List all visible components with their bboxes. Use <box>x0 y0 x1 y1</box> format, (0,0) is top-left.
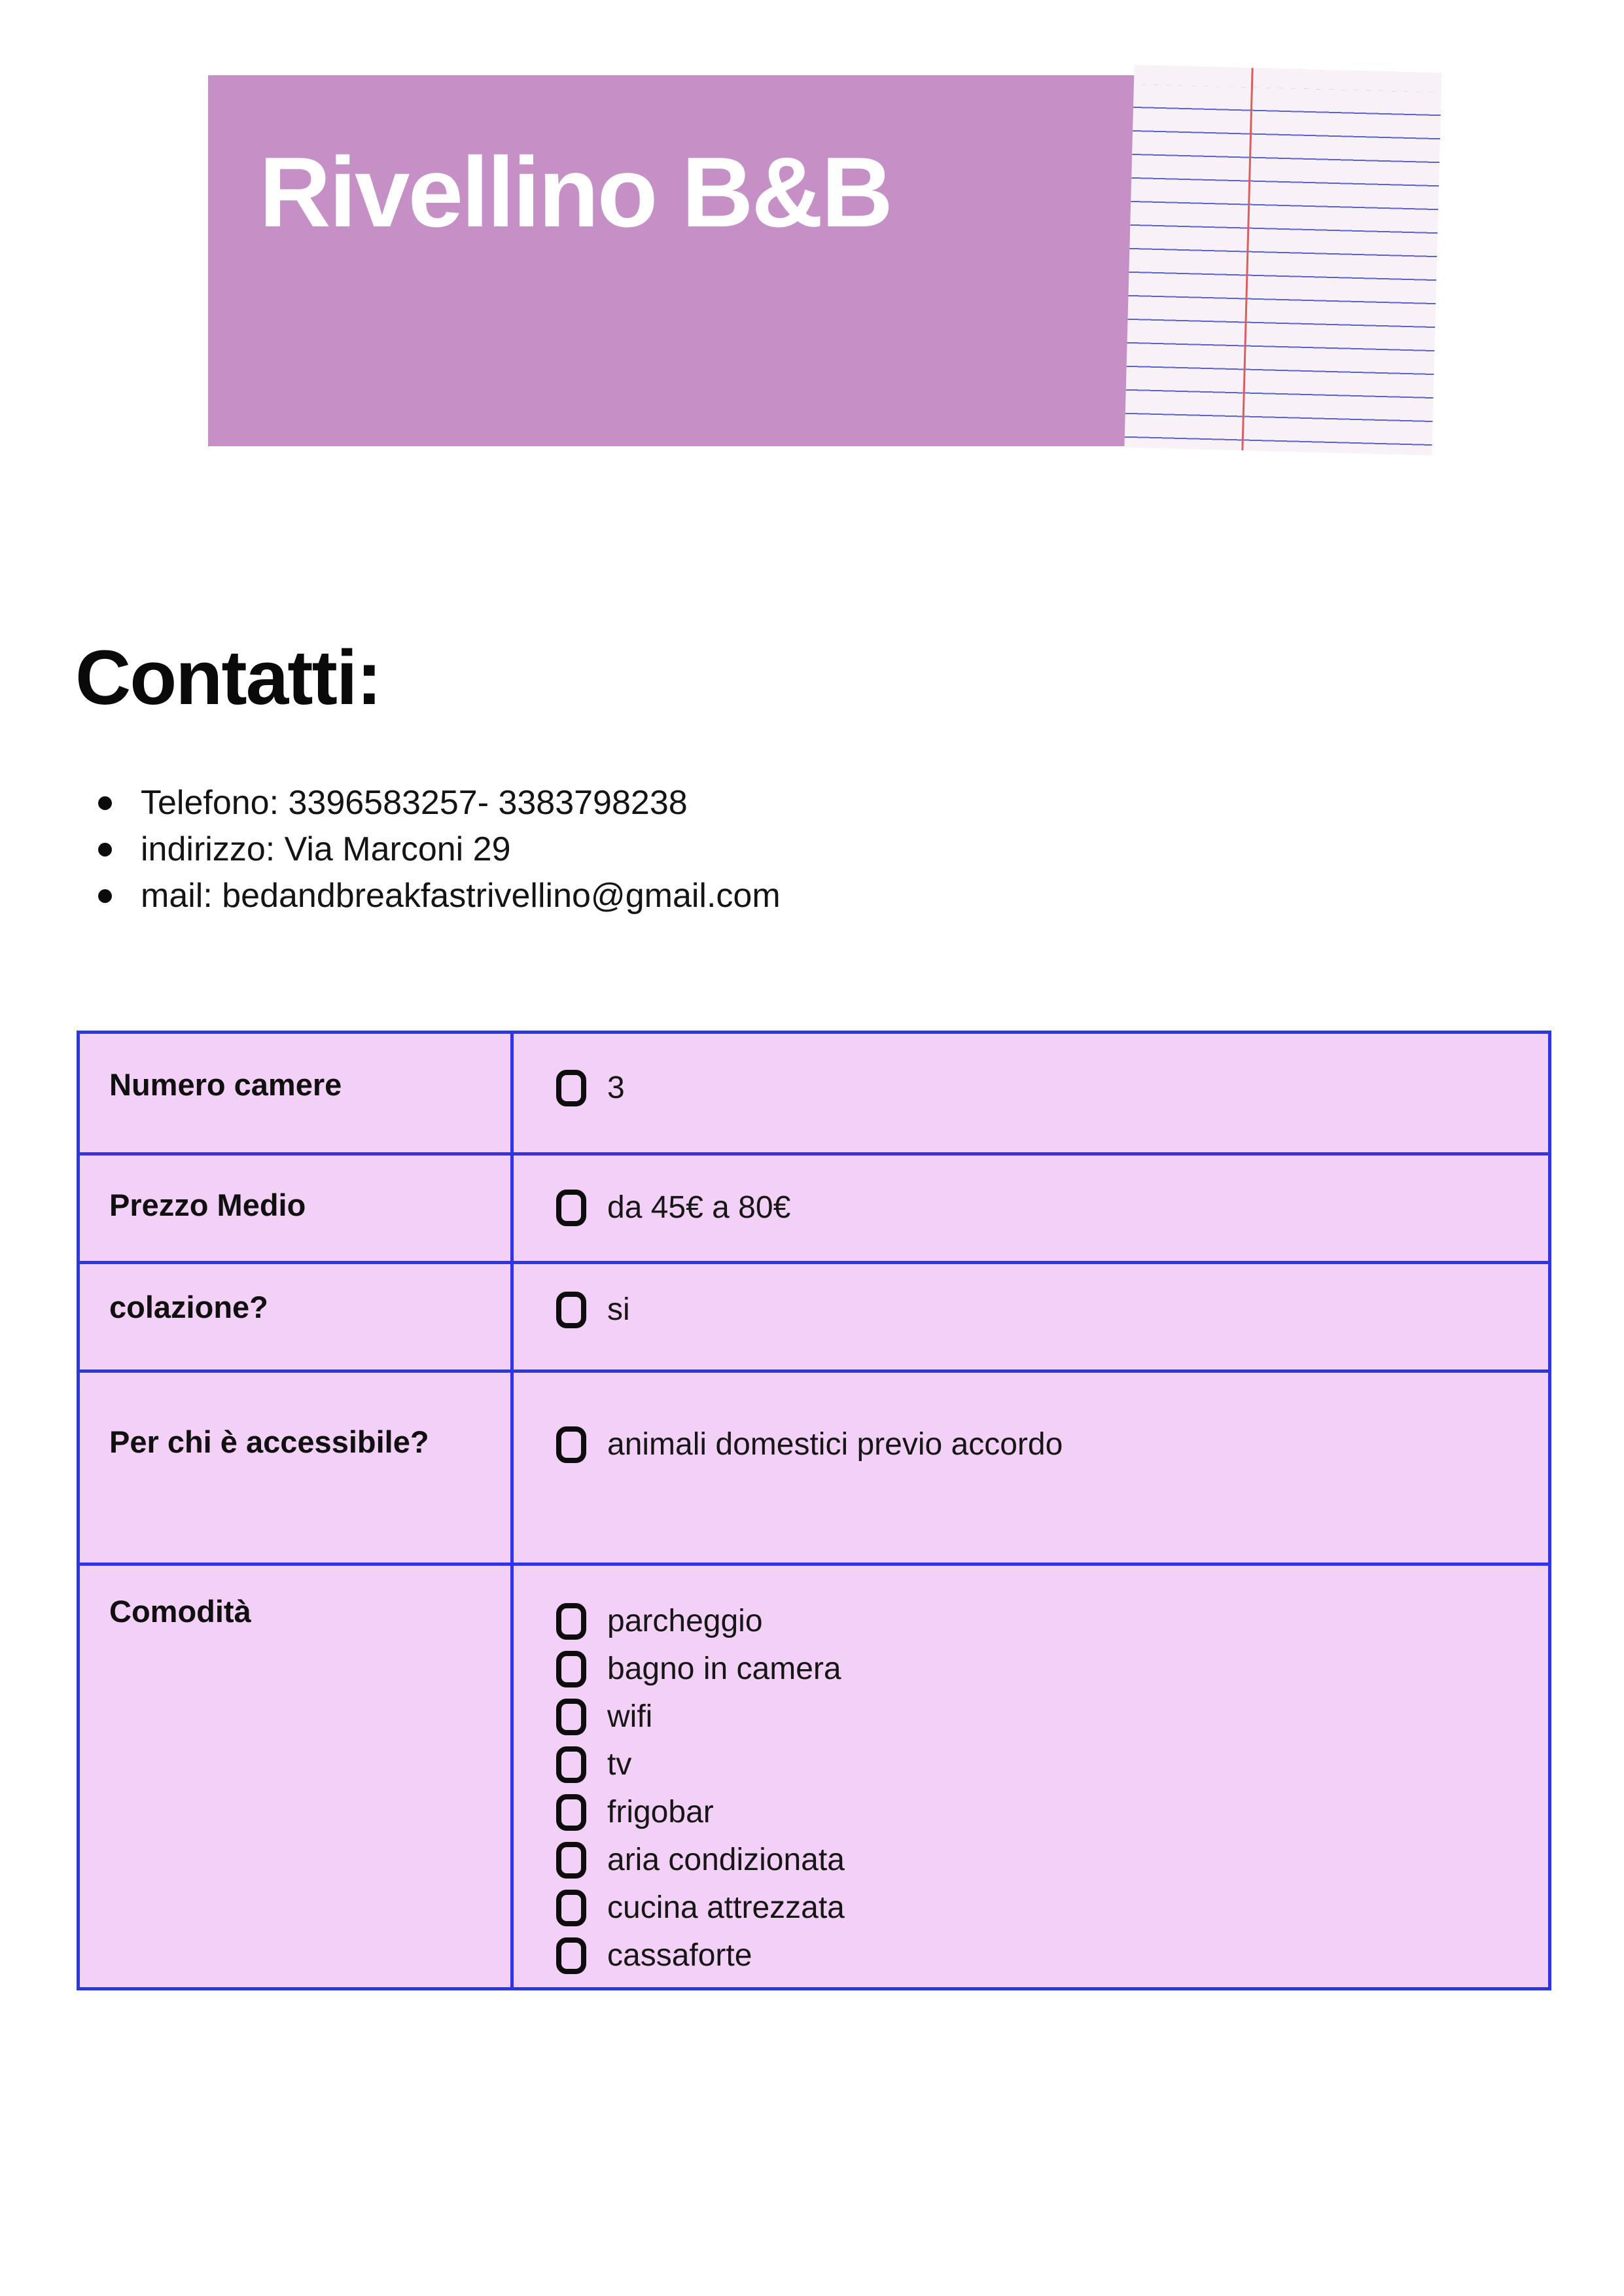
amenity-label: tv <box>607 1746 632 1782</box>
row-label: Comodità <box>79 1564 512 1989</box>
bullet-icon <box>98 843 112 857</box>
contact-item-phone <box>98 780 781 826</box>
amenity-label: frigobar <box>607 1794 714 1829</box>
list-item-air-conditioning <box>556 1836 1548 1884</box>
row-value: da 45€ a 80€ <box>607 1190 791 1225</box>
table-row-amenities <box>79 1564 1550 1989</box>
row-label: colazione? <box>79 1263 512 1371</box>
amenity-label: wifi <box>607 1699 653 1734</box>
page-title: Rivellino B&B <box>259 137 891 248</box>
list-item-safe <box>556 1932 1548 1979</box>
row-label: Per chi è accessibile? <box>79 1371 512 1564</box>
list-item-equipped-kitchen <box>556 1884 1548 1932</box>
list-item <box>556 1292 1548 1328</box>
checkbox-icon[interactable] <box>556 1937 586 1974</box>
notebook-paper-graphic <box>1124 65 1441 455</box>
table-row-breakfast <box>79 1263 1550 1371</box>
contact-list <box>98 780 781 919</box>
checkbox-icon[interactable] <box>556 1651 586 1687</box>
checkbox-icon[interactable] <box>556 1794 586 1831</box>
row-label: Prezzo Medio <box>79 1154 512 1263</box>
table-row-rooms <box>79 1033 1550 1154</box>
list-item <box>556 1426 1548 1463</box>
list-item-wifi <box>556 1693 1548 1740</box>
amenity-label: cucina attrezzata <box>607 1890 845 1925</box>
checkbox-icon[interactable] <box>556 1292 586 1328</box>
amenity-label: bagno in camera <box>607 1651 841 1686</box>
list-item <box>556 1190 1548 1226</box>
checkbox-icon[interactable] <box>556 1603 586 1640</box>
notebook-paper-lines <box>1124 84 1441 455</box>
contact-phone-text: Telefono: 3396583257- 3383798238 <box>141 784 688 822</box>
bullet-icon <box>98 889 112 903</box>
list-item <box>556 1070 1548 1106</box>
amenity-label: parcheggio <box>607 1603 763 1638</box>
list-item-ensuite-bathroom <box>556 1645 1548 1693</box>
contact-item-email <box>98 873 781 919</box>
table-row-price <box>79 1154 1550 1263</box>
checkbox-icon[interactable] <box>556 1842 586 1879</box>
list-item-parking <box>556 1597 1548 1645</box>
checkbox-icon[interactable] <box>556 1070 586 1106</box>
checkbox-icon[interactable] <box>556 1890 586 1926</box>
contacts-heading: Contatti: <box>75 635 381 721</box>
info-table <box>77 1031 1551 1990</box>
checkbox-icon[interactable] <box>556 1746 586 1783</box>
checkbox-icon[interactable] <box>556 1426 586 1463</box>
list-item-tv <box>556 1740 1548 1788</box>
contact-email-text: mail: bedandbreakfastrivellino@gmail.com <box>141 877 781 915</box>
amenity-label: cassaforte <box>607 1937 752 1973</box>
contact-item-address <box>98 826 781 873</box>
list-item-minibar <box>556 1788 1548 1836</box>
contact-address-text: indirizzo: Via Marconi 29 <box>141 830 511 868</box>
row-label: Numero camere <box>79 1033 512 1154</box>
row-value: 3 <box>607 1070 625 1105</box>
bullet-icon <box>98 796 112 810</box>
header-banner <box>208 75 1433 446</box>
checkbox-icon[interactable] <box>556 1190 586 1226</box>
amenity-label: aria condizionata <box>607 1842 845 1877</box>
table-row-accessibility <box>79 1371 1550 1564</box>
banner-background <box>208 75 1165 446</box>
row-value: si <box>607 1292 630 1327</box>
row-value: animali domestici previo accordo <box>607 1427 1063 1462</box>
checkbox-icon[interactable] <box>556 1699 586 1735</box>
